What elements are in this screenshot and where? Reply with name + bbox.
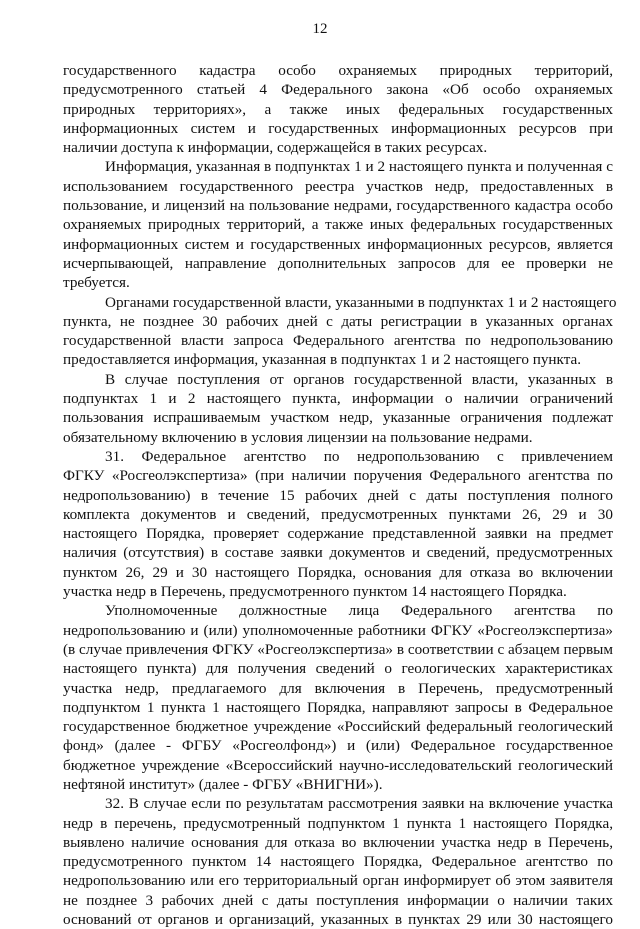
text-line: охраняемых природных территорий, а также иных федеральных государственных xyxy=(63,216,613,234)
paragraph xyxy=(63,157,613,292)
text-line: наличии доступа к информации, содержащейся в таких ресурсах. xyxy=(63,139,488,157)
text-line: нефтяной институт» (далее - ФГБУ «ВНИГНИ»). xyxy=(63,775,383,793)
paragraph xyxy=(63,293,617,370)
text-line: природных территориях», а также иных федеральных государственных xyxy=(63,100,613,118)
text-line: оснований от органов и организаций, указанных в пунктах 29 или 30 настоящего xyxy=(63,911,613,929)
text-line: В случае поступления от органов государственной власти, указанных в xyxy=(105,370,613,388)
text-line: информационных систем и государственных информационных ресурсов, является xyxy=(63,235,613,253)
text-line: государственной власти запроса Федерального агентства по недропользованию xyxy=(63,332,613,350)
text-line: комплекта документов и сведений, предусмотренных пунктами 26, 29 и 30 xyxy=(63,505,613,523)
paragraph xyxy=(63,794,613,929)
text-line: исчерпывающей, направление дополнительных запросов для ее проверки не xyxy=(63,254,613,272)
text-line: ФГКУ «Росгеолэкспертиза» (при наличии поручения Федерального агентства по xyxy=(63,467,613,485)
text-line: предусмотренного пунктом 14 настоящего Порядка, Федеральное агентство по xyxy=(63,853,613,871)
text-line: Уполномоченные должностные лица Федерального агентства по xyxy=(105,602,613,620)
text-line: не позднее 3 рабочих дней с даты поступления информации о наличии таких xyxy=(63,891,613,909)
text-line: обязательному включению в условия лицензии на пользование недрами. xyxy=(63,428,533,446)
paragraph xyxy=(63,447,613,601)
document-body xyxy=(63,61,617,929)
text-line: предусмотренного статьей 4 Федерального закона «Об особо охраняемых xyxy=(63,81,613,99)
paragraph xyxy=(63,601,613,794)
text-line: требуется. xyxy=(63,274,130,292)
text-line: подпунктом 1 пункта 1 настоящего Порядка, направляют запросы в Федеральное xyxy=(63,698,613,716)
text-line: информационных систем и государственных информационных ресурсов при xyxy=(63,119,613,137)
text-line: пункта, не позднее 30 рабочих дней с даты регистрации в указанных органах xyxy=(63,312,613,330)
text-line: государственное бюджетное учреждение «Российский федеральный геологический xyxy=(63,718,613,736)
text-line: недр в перечень, предусмотренный подпунктом 1 пункта 1 настоящего Порядка, xyxy=(63,814,613,832)
paragraph xyxy=(63,370,613,447)
text-line: участка недр, предлагаемого для включения в Перечень, предусмотренный xyxy=(63,679,613,697)
text-line: пунктом 26, 29 и 30 настоящего Порядка, основания для отказа во включении xyxy=(63,563,613,581)
text-line: настоящего Порядка, проверяет содержание представленной заявки на предмет xyxy=(63,525,613,543)
text-line: пользование, и лицензий на пользование недрами, государственного кадастра особо xyxy=(63,197,613,215)
text-line: настоящего пункта) для получения сведений о геологических характеристиках xyxy=(63,660,613,678)
text-line: 32. В случае если по результатам рассмотрения заявки на включение участка xyxy=(105,795,613,813)
text-line: подпунктах 1 и 2 настоящего пункта, информации о наличии ограничений xyxy=(63,390,613,408)
text-line: фонд» (далее - ФГБУ «Росгеолфонд») и (или) Федеральное государственное xyxy=(63,737,613,755)
text-line: бюджетное учреждение «Всероссийский научно-исследовательский геологический xyxy=(63,756,613,774)
text-line: участка недр в Перечень, предусмотренного пунктом 14 настоящего Порядка. xyxy=(63,583,567,601)
text-line: недропользованию и (или) уполномоченные работники ФГКУ «Росгеолэкспертиза» xyxy=(63,621,613,639)
text-line: государственного кадастра особо охраняемых природных территорий, xyxy=(63,62,613,79)
text-line: использованием государственного реестра участков недр, предоставленных в xyxy=(63,177,613,195)
text-line: выявлено наличие основания для отказа во включении участка недр в Перечень, xyxy=(63,833,613,851)
text-line: предоставляется информация, указанная в подпунктах 1 и 2 настоящего пункта. xyxy=(63,351,582,369)
text-line: (в случае привлечения ФГКУ «Росгеолэкспертиза» в соответствии с абзацем первым xyxy=(63,640,613,658)
text-line: наличия (отсутствия) в составе заявки документов и сведений, предусмотренных xyxy=(63,544,613,562)
text-line: Органами государственной власти, указанными в подпунктах 1 и 2 настоящего xyxy=(105,293,617,311)
text-line: Информация, указанная в подпунктах 1 и 2 настоящего пункта и полученная с xyxy=(105,158,613,176)
text-line: недропользованию или его территориальный орган информирует об этом заявителя xyxy=(63,872,613,890)
paragraph xyxy=(63,61,613,157)
text-line: пользования испрашиваемым участком недр, указанные ограничения подлежат xyxy=(63,409,613,427)
text-line: 31. Федеральное агентство по недропользованию с привлечением xyxy=(105,447,613,465)
text-line: недропользованию) в течение 15 рабочих дней с даты поступления полного xyxy=(63,486,613,504)
page-number: 12 xyxy=(312,21,328,37)
